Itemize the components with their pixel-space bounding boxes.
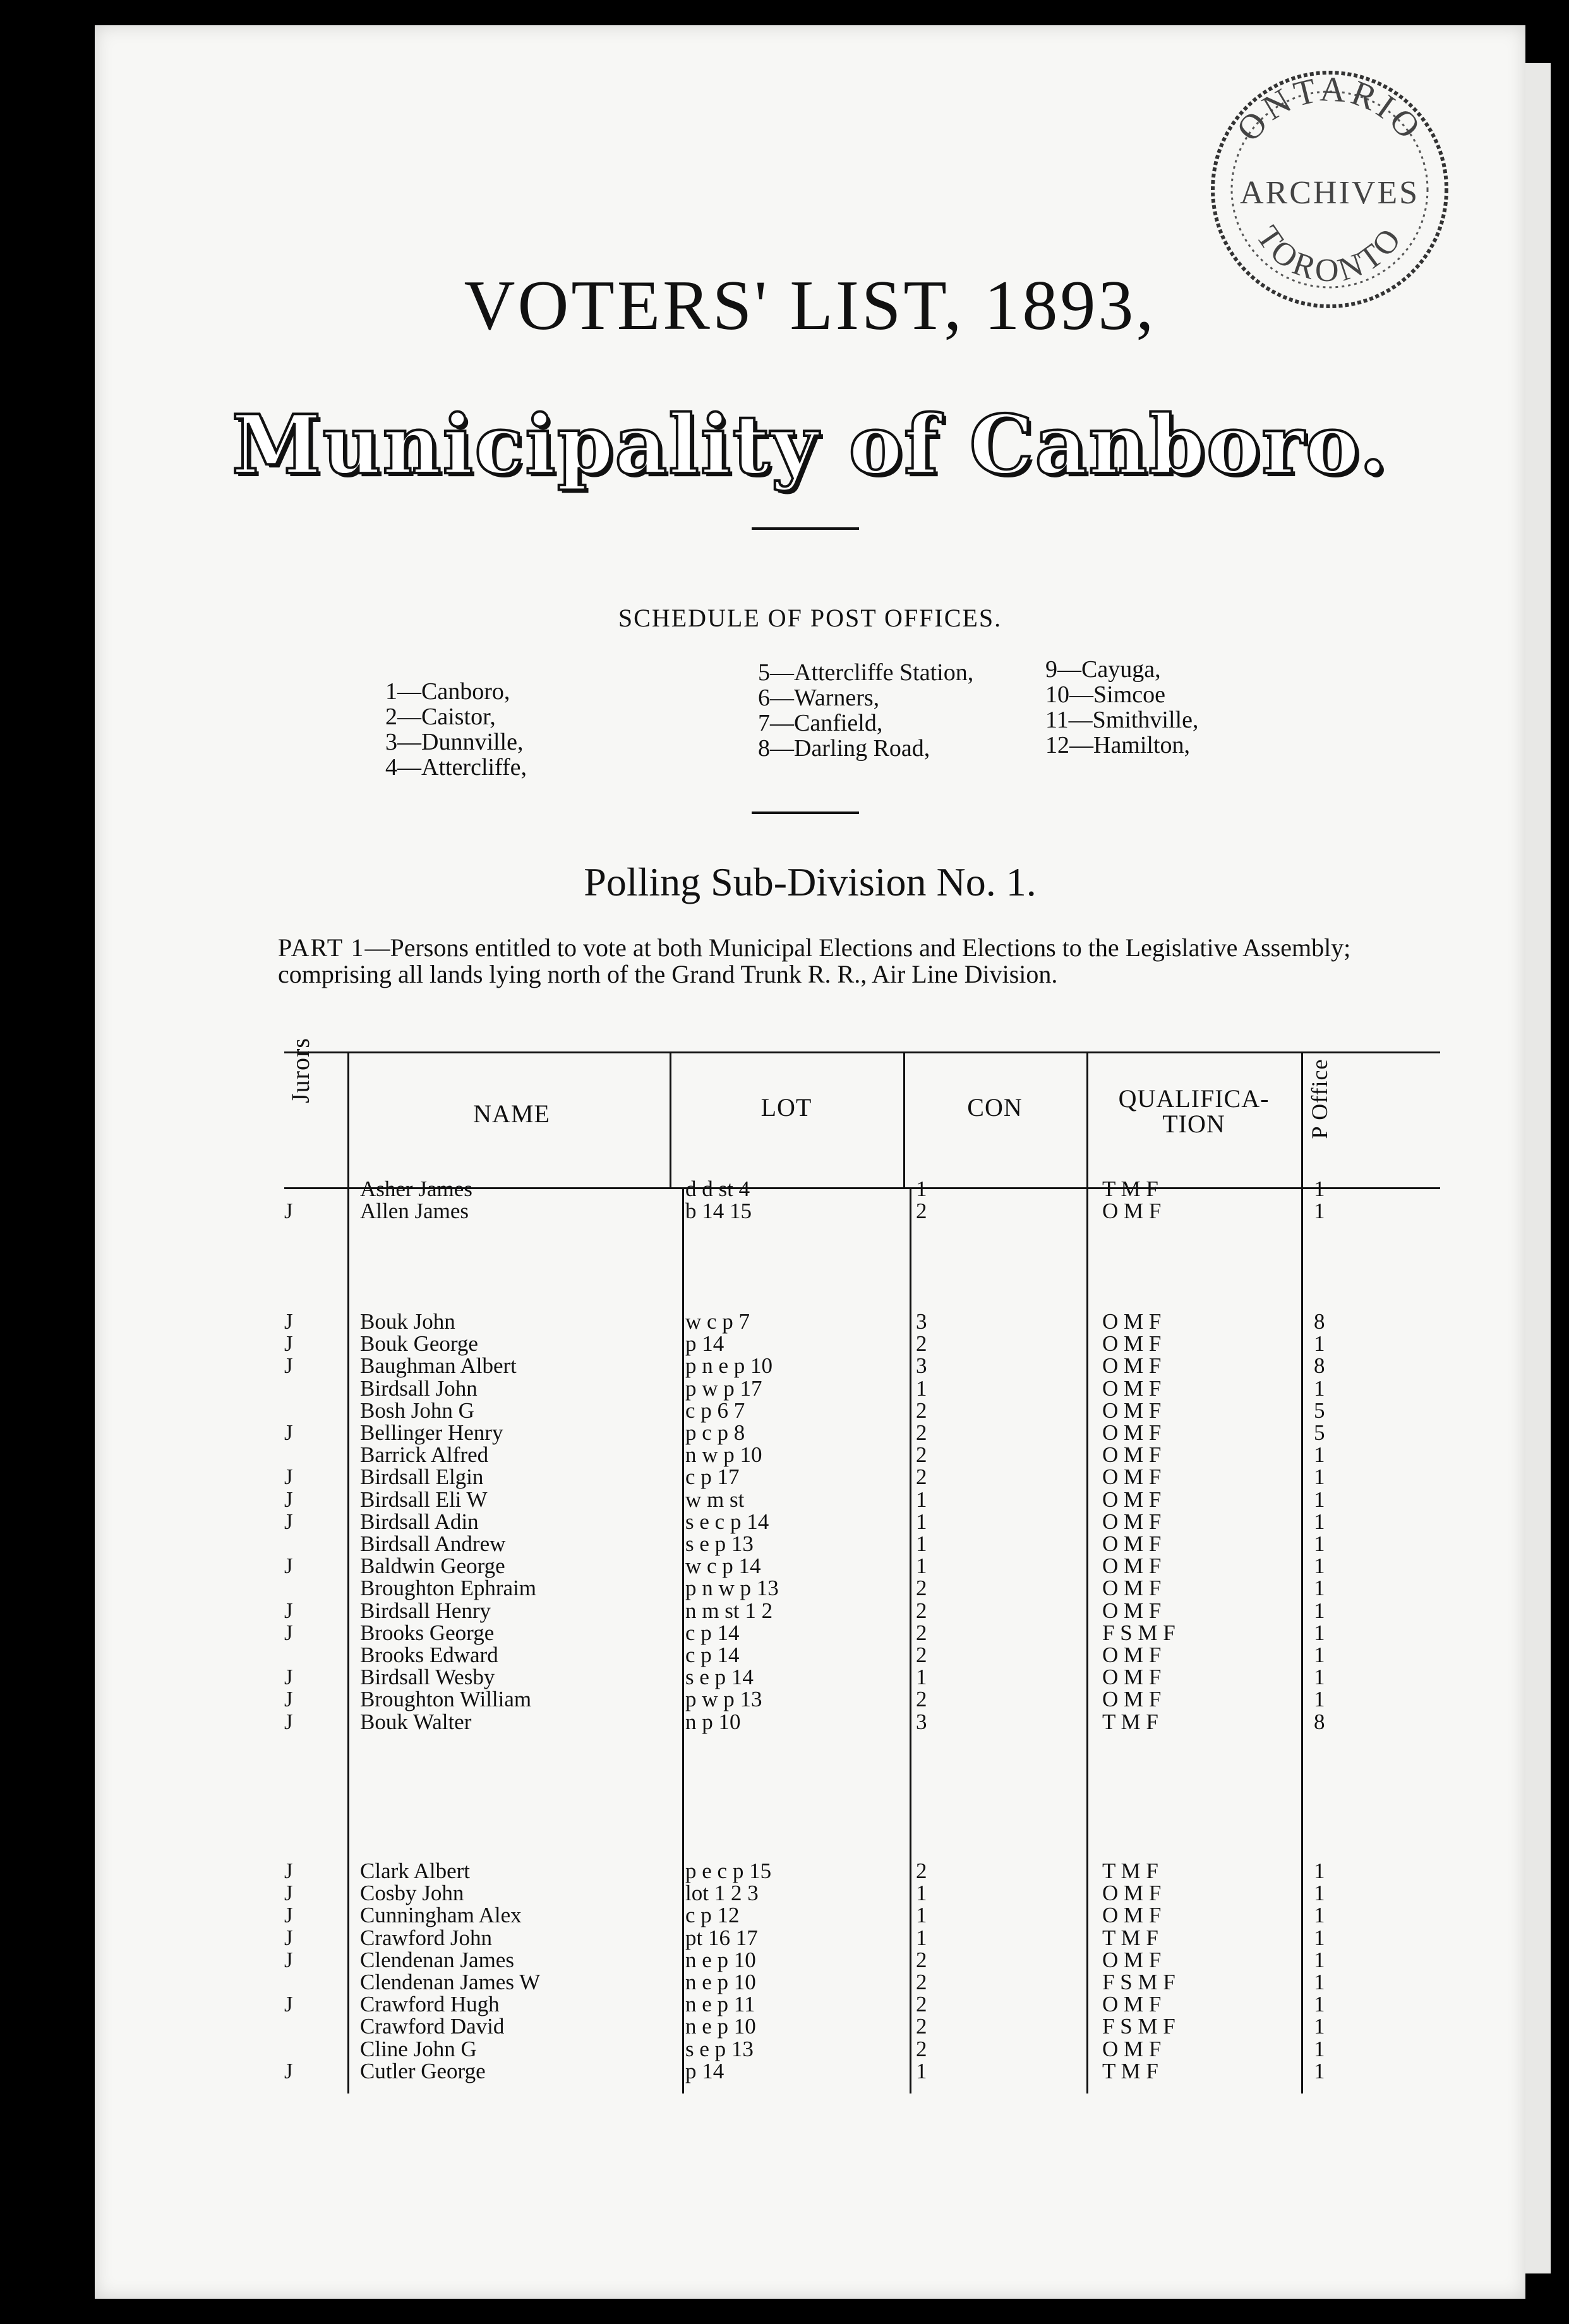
table-row (95, 1555, 1525, 1578)
table-row (95, 1355, 1525, 1377)
voter-lot: w c p 14 (685, 1554, 761, 1579)
voter-lot: n e p 11 (685, 1992, 755, 2017)
voter-name: Clark Albert (360, 1859, 470, 1883)
stamp-line3: TORONTO (1249, 219, 1410, 289)
table-row (95, 1333, 1525, 1355)
table-row (95, 1711, 1525, 1734)
voter-qualification: O M F (1102, 1598, 1162, 1623)
voter-post-office: 1 (1314, 1554, 1325, 1579)
voter-lot: b 14 15 (685, 1199, 752, 1224)
voter-post-office: 1 (1314, 1509, 1325, 1534)
table-row (95, 1949, 1525, 1972)
voter-qualification: O M F (1102, 1531, 1162, 1556)
voter-post-office: 1 (1314, 1925, 1325, 1950)
document-page (95, 25, 1525, 2299)
voter-qualification: O M F (1102, 1643, 1162, 1667)
voter-name: Bellinger Henry (360, 1420, 503, 1445)
voter-post-office: 1 (1314, 1665, 1325, 1690)
voter-lot: w c p 7 (685, 1309, 750, 1334)
juror-mark: J (284, 2058, 293, 2083)
voter-post-office: 1 (1314, 1375, 1325, 1401)
part-label: PART 1 (278, 933, 365, 962)
voter-con: 1 (916, 1554, 927, 1579)
svg-text:ONTARIO (1229, 69, 1431, 149)
voter-name: Crawford David (360, 2014, 505, 2039)
voter-qualification: O M F (1102, 1903, 1162, 1928)
voter-post-office: 1 (1314, 1620, 1325, 1645)
voter-con: 2 (916, 1859, 927, 1883)
voter-name: Baughman Albert (360, 1353, 517, 1379)
table-row (95, 1511, 1525, 1533)
voter-name: Cutler George (360, 2058, 486, 2083)
juror-mark: J (284, 1947, 293, 1972)
voter-lot: c p 14 (685, 1620, 740, 1645)
voter-name: Broughton William (360, 1687, 532, 1712)
voter-post-office: 1 (1314, 1687, 1325, 1712)
post-office: 2—Caistor, (385, 704, 496, 730)
voter-lot: n e p 10 (685, 2014, 756, 2039)
voter-qualification: O M F (1102, 1199, 1162, 1224)
post-office: 11—Smithville, (1045, 707, 1199, 733)
voter-qualification: O M F (1102, 1881, 1162, 1906)
voter-name: Birdsall Andrew (360, 1531, 506, 1556)
voter-qualification: T M F (1102, 1925, 1158, 1950)
post-office: 10—Simcoe (1045, 681, 1165, 708)
voter-con: 2 (916, 1331, 927, 1357)
header-qualification: QUALIFICA- TION (1118, 1084, 1270, 1138)
post-office-column-1 (385, 679, 527, 780)
voter-post-office: 5 (1314, 1398, 1325, 1423)
table-row (95, 1644, 1525, 1667)
table-row (95, 1927, 1525, 1950)
voter-con: 1 (916, 1487, 927, 1512)
voter-con: 2 (916, 1947, 927, 1972)
voter-lot: w m st (685, 1487, 745, 1512)
voter-lot: c p 6 7 (685, 1398, 745, 1423)
voter-con: 2 (916, 1442, 927, 1468)
voter-name: Bouk John (360, 1309, 455, 1334)
voter-post-office: 1 (1314, 1970, 1325, 1994)
voter-lot: d d st 4 (685, 1177, 750, 1201)
header-jurors: Jurors (286, 1038, 315, 1103)
voter-con: 1 (916, 1509, 927, 1534)
stamp-line2: ARCHIVES (1239, 175, 1420, 211)
voter-lot: p 14 (685, 1331, 724, 1357)
juror-mark: J (284, 1665, 293, 1690)
post-office: 1—Canboro, (385, 678, 510, 705)
header-post-office: P Office (1307, 1058, 1332, 1139)
polling-subdivision-heading: Polling Sub-Division No. 1. (584, 860, 1037, 904)
voter-qualification: O M F (1102, 1353, 1162, 1379)
table-row (95, 2015, 1525, 2038)
voter-qualification: F S M F (1102, 1970, 1175, 1994)
post-office-column-2 (758, 660, 973, 761)
voter-name: Cosby John (360, 1881, 464, 1906)
voter-qualification: O M F (1102, 1375, 1162, 1401)
voter-name: Birdsall Henry (360, 1598, 491, 1623)
voter-name: Cunningham Alex (360, 1903, 522, 1928)
voter-lot: pt 16 17 (685, 1925, 758, 1950)
voter-qualification: T M F (1102, 1177, 1158, 1201)
voter-post-office: 8 (1314, 1353, 1325, 1379)
voter-con: 2 (916, 1687, 927, 1712)
juror-mark: J (284, 1554, 293, 1579)
post-office-column-3 (1045, 657, 1198, 758)
voter-name: Barrick Alfred (360, 1442, 489, 1468)
voter-name: Crawford John (360, 1925, 492, 1950)
voter-lot: n w p 10 (685, 1442, 762, 1468)
voter-name: Crawford Hugh (360, 1992, 500, 2017)
voter-name: Brooks Edward (360, 1643, 498, 1667)
post-office: 12—Hamilton, (1045, 732, 1191, 758)
table-row (95, 1860, 1525, 1883)
table-row (95, 1422, 1525, 1444)
voter-post-office: 1 (1314, 2014, 1325, 2039)
header-name: NAME (473, 1099, 550, 1128)
voter-post-office: 1 (1314, 1199, 1325, 1224)
voter-qualification: T M F (1102, 1709, 1158, 1734)
table-row (95, 1178, 1525, 1201)
voter-lot: c p 17 (685, 1464, 740, 1490)
voter-qualification: O M F (1102, 1992, 1162, 2017)
table-top-rule (284, 1051, 1440, 1053)
voter-con: 3 (916, 1709, 927, 1734)
header-lot: LOT (760, 1093, 812, 1122)
voter-lot: c p 12 (685, 1903, 740, 1928)
stamp-line1: ONTARIO (1229, 69, 1431, 149)
post-office: 8—Darling Road, (758, 735, 930, 762)
table-row (95, 1688, 1525, 1711)
voter-con: 2 (916, 1464, 927, 1490)
voter-con: 1 (916, 1375, 927, 1401)
voter-name: Birdsall Elgin (360, 1464, 484, 1490)
voter-name: Birdsall John (360, 1375, 478, 1401)
voter-qualification: O M F (1102, 1665, 1162, 1690)
table-row (95, 1488, 1525, 1511)
voter-qualification: F S M F (1102, 2014, 1175, 2039)
post-office: 6—Warners, (758, 685, 880, 711)
table-row (95, 2038, 1525, 2061)
voter-con: 3 (916, 1309, 927, 1334)
post-office: 9—Cayuga, (1045, 656, 1161, 683)
voter-lot: n m st 1 2 (685, 1598, 773, 1623)
juror-mark: J (284, 1709, 293, 1734)
header-con: CON (967, 1093, 1023, 1122)
voter-name: Baldwin George (360, 1554, 505, 1579)
voter-con: 2 (916, 1992, 927, 2017)
voter-qualification: O M F (1102, 1687, 1162, 1712)
voter-con: 2 (916, 2036, 927, 2061)
voter-post-office: 1 (1314, 1531, 1325, 1556)
voter-name: Birdsall Eli W (360, 1487, 488, 1512)
voter-name: Asher James (360, 1177, 472, 1201)
voter-lot: n p 10 (685, 1709, 741, 1734)
voter-lot: s e p 14 (685, 1665, 754, 1690)
voter-post-office: 5 (1314, 1420, 1325, 1445)
juror-mark: J (284, 1331, 293, 1357)
voter-lot: s e p 13 (685, 2036, 754, 2061)
voter-lot: p c p 8 (685, 1420, 745, 1445)
voter-lot: p w p 17 (685, 1375, 762, 1401)
post-office: 3—Dunnville, (385, 729, 524, 755)
table-row (95, 1200, 1525, 1223)
voter-post-office: 1 (1314, 1598, 1325, 1623)
voter-name: Bouk George (360, 1331, 478, 1357)
voter-lot: p 14 (685, 2058, 724, 2083)
voter-post-office: 1 (1314, 1177, 1325, 1201)
voter-qualification: O M F (1102, 1947, 1162, 1972)
voter-post-office: 1 (1314, 2058, 1325, 2083)
table-row (95, 2060, 1525, 2083)
juror-mark: J (284, 1420, 293, 1445)
voter-qualification: O M F (1102, 1420, 1162, 1445)
table-row (95, 1666, 1525, 1689)
voter-qualification: O M F (1102, 1442, 1162, 1468)
voter-con: 2 (916, 1199, 927, 1224)
voter-lot: p e c p 15 (685, 1859, 772, 1883)
voter-post-office: 1 (1314, 1442, 1325, 1468)
voter-post-office: 8 (1314, 1309, 1325, 1334)
juror-mark: J (284, 1464, 293, 1490)
part-text: —Persons entitled to vote at both Municipal Elections and Elections to the Legislative Assembly; comprising all lands lying north of the Grand Trunk R. R., Air Line Division. (278, 933, 1351, 988)
voter-name: Brooks George (360, 1620, 495, 1645)
table-row (95, 1882, 1525, 1905)
divider-2 (752, 812, 859, 814)
juror-mark: J (284, 1881, 293, 1906)
voter-lot: p n w p 13 (685, 1576, 779, 1601)
post-office: 4—Attercliffe, (385, 754, 527, 781)
juror-mark: J (284, 1859, 293, 1883)
voter-qualification: T M F (1102, 2058, 1158, 2083)
voter-post-office: 1 (1314, 1903, 1325, 1928)
table-row (95, 1377, 1525, 1400)
juror-mark: J (284, 1487, 293, 1512)
voter-name: Clendenan James W (360, 1970, 541, 1994)
voter-con: 2 (916, 1598, 927, 1623)
juror-mark: J (284, 1598, 293, 1623)
divider-1 (752, 527, 859, 530)
voter-post-office: 1 (1314, 1859, 1325, 1883)
voter-qualification: O M F (1102, 1509, 1162, 1534)
voter-post-office: 1 (1314, 1881, 1325, 1906)
voter-post-office: 8 (1314, 1709, 1325, 1734)
voter-con: 2 (916, 2014, 927, 2039)
voter-qualification: O M F (1102, 1331, 1162, 1357)
table-row (95, 1904, 1525, 1927)
post-office: 7—Canfield, (758, 710, 883, 736)
voter-qualification: F S M F (1102, 1620, 1175, 1645)
voter-con: 2 (916, 1420, 927, 1445)
voter-post-office: 1 (1314, 1331, 1325, 1357)
juror-mark: J (284, 1687, 293, 1712)
voter-con: 1 (916, 1177, 927, 1201)
part-description (278, 935, 1440, 988)
voter-lot: n e p 10 (685, 1947, 756, 1972)
table-row (95, 1533, 1525, 1555)
table-row (95, 1466, 1525, 1488)
table-row (95, 1622, 1525, 1644)
list-title: VOTERS' LIST, 1893, (464, 267, 1157, 345)
voter-lot: c p 14 (685, 1643, 740, 1667)
juror-mark: J (284, 1925, 293, 1950)
voter-qualification: O M F (1102, 1464, 1162, 1490)
voter-qualification: O M F (1102, 1554, 1162, 1579)
voter-post-office: 1 (1314, 1464, 1325, 1490)
voter-lot: lot 1 2 3 (685, 1881, 759, 1906)
voter-post-office: 1 (1314, 1947, 1325, 1972)
juror-mark: J (284, 1509, 293, 1534)
juror-mark: J (284, 1309, 293, 1334)
table-row (95, 1600, 1525, 1622)
juror-mark: J (284, 1353, 293, 1379)
voter-lot: p n e p 10 (685, 1353, 773, 1379)
voter-name: Birdsall Adin (360, 1509, 479, 1534)
table-row (95, 1577, 1525, 1600)
voter-lot: p w p 13 (685, 1687, 762, 1712)
voter-qualification: O M F (1102, 2036, 1162, 2061)
schedule-title: SCHEDULE OF POST OFFICES. (618, 604, 1002, 632)
juror-mark: J (284, 1903, 293, 1928)
voter-con: 1 (916, 1665, 927, 1690)
juror-mark: J (284, 1992, 293, 2017)
voter-qualification: O M F (1102, 1398, 1162, 1423)
voter-name: Broughton Ephraim (360, 1576, 536, 1601)
post-office: 5—Attercliffe Station, (758, 659, 974, 686)
voter-con: 2 (916, 1970, 927, 1994)
voter-con: 1 (916, 2058, 927, 2083)
voter-con: 1 (916, 1531, 927, 1556)
voter-post-office: 1 (1314, 1487, 1325, 1512)
voter-name: Bosh John G (360, 1398, 474, 1423)
voter-name: Bouk Walter (360, 1709, 472, 1734)
table-row (95, 1971, 1525, 1994)
voter-post-office: 1 (1314, 2036, 1325, 2061)
voter-lot: s e p 13 (685, 1531, 754, 1556)
voter-post-office: 1 (1314, 1643, 1325, 1667)
juror-mark: J (284, 1199, 293, 1224)
voter-post-office: 1 (1314, 1576, 1325, 1601)
table-row (95, 1399, 1525, 1422)
voter-post-office: 1 (1314, 1992, 1325, 2017)
voter-lot: n e p 10 (685, 1970, 756, 1994)
voter-qualification: T M F (1102, 1859, 1158, 1883)
voter-lot: s e c p 14 (685, 1509, 769, 1534)
voter-con: 2 (916, 1643, 927, 1667)
voter-con: 1 (916, 1903, 927, 1928)
voter-name: Cline John G (360, 2036, 477, 2061)
table-row (95, 1993, 1525, 2016)
voter-qualification: O M F (1102, 1309, 1162, 1334)
voter-qualification: O M F (1102, 1576, 1162, 1601)
voter-con: 1 (916, 1925, 927, 1950)
voter-con: 3 (916, 1353, 927, 1379)
juror-mark: J (284, 1620, 293, 1645)
voter-con: 1 (916, 1881, 927, 1906)
page-edge (1525, 63, 1551, 2273)
table-row (95, 1310, 1525, 1333)
voter-con: 2 (916, 1576, 927, 1601)
voter-name: Clendenan James (360, 1947, 514, 1972)
voter-con: 2 (916, 1620, 927, 1645)
voter-name: Birdsall Wesby (360, 1665, 495, 1690)
voter-con: 2 (916, 1398, 927, 1423)
voter-name: Allen James (360, 1199, 469, 1224)
table-row (95, 1444, 1525, 1466)
municipality-title: Municipality of Canboro. (231, 398, 1389, 493)
voter-qualification: O M F (1102, 1487, 1162, 1512)
